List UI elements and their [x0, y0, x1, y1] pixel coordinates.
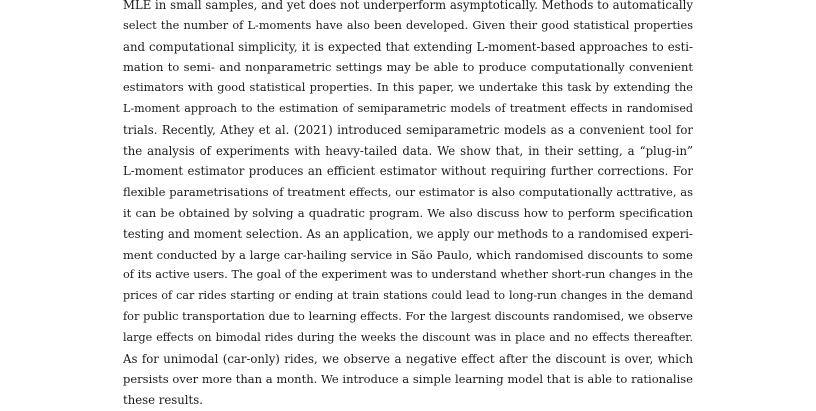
paragraph-line: ment conducted by a large car-hailing service in São Paulo, which randomised discounts to some [123, 247, 693, 262]
paragraph-line: of its active users. The goal of the experiment was to understand whether short-run changes in the [123, 268, 693, 282]
paragraph-line: and computational simplicity, it is expected that extending L-moment-based approaches to esti- [123, 39, 693, 54]
paragraph-line: prices of car rides starting or ending at train stations could lead to long-run changes in the demand [123, 289, 693, 303]
paragraph-line: As for unimodal (car-only) rides, we observe a negative effect after the discount is over, which [123, 351, 693, 366]
paragraph-line: L-moment approach to the estimation of semiparametric models of treatment effects in randomised [123, 101, 693, 115]
paragraph-line: flexible parametrisations of treatment effects, our estimator is also computationally acttrative, as [123, 185, 693, 200]
paragraph-line: testing and moment selection. As an application, we apply our methods to a randomised experi- [123, 226, 693, 241]
paragraph-line: persists over more than a month. We introduce a simple learning model that is able to rationalise [123, 372, 693, 387]
paragraph-line: the analysis of experiments with heavy-tailed data. We show that, in their setting, a “plug-in” [123, 143, 693, 158]
body-paragraph [123, 0, 693, 411]
paragraph-line: estimators with good statistical properties. In this paper, we undertake this task by extending the [123, 81, 693, 95]
paragraph-line-last: these results. [123, 393, 203, 408]
paragraph-line: L-moment estimator produces an efficient estimator without requiring further corrections. For [123, 164, 693, 179]
paragraph-line: select the number of L-moments have also been developed. Given their good statistical properties [123, 18, 693, 32]
paragraph-line: it can be obtained by solving a quadratic program. We also discuss how to perform specification [123, 205, 693, 220]
paragraph-line: large effects on bimodal rides during the weeks the discount was in place and no effects thereafter. [123, 330, 693, 344]
paragraph-line: mation to semi- and nonparametric settings may be able to produce computationally convenient [123, 60, 693, 75]
paragraph-line: MLE in small samples, and yet does not underperform asymptotically. Methods to automatically [123, 0, 693, 12]
paragraph-line: trials. Recently, Athey et al. (2021) introduced semiparametric models as a convenient tool for [123, 122, 693, 137]
paragraph-line: for public transportation due to learning effects. For the largest discounts randomised, we observe [123, 309, 693, 323]
